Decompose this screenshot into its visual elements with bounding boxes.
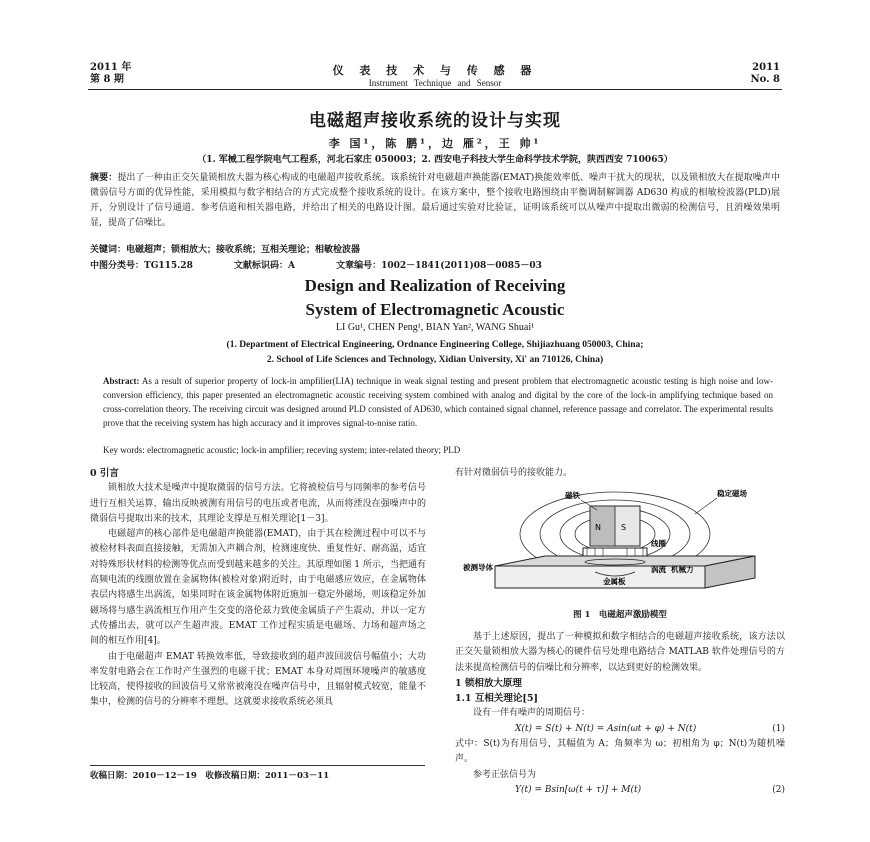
title-cn: 电磁超声接收系统的设计与实现 (309, 111, 561, 131)
right-column-top (455, 466, 785, 481)
document-code: 文献标识码：A (233, 261, 295, 271)
equation-1 (455, 722, 785, 737)
intro-paragraph-3: 由于电磁超声 EMAT 转换效率低，导致接收到的超声波回波信号幅值小；大功率发射电路会在工作时产生强烈的电磁干扰；EMAT 本身对周围环境噪声的敏感度比较高，使得接收的回波信号又常常被淹没在噪声信号中，且辐射模式较宽，能量不集中，检测的信号的分辨率不理想。这就要求接收系统必须具 (90, 651, 426, 708)
footnote-rule (90, 765, 425, 766)
equation-1-number: (1) (772, 723, 785, 734)
article-number: 文章编号：1002－1841(2011)08－0085－03 (336, 261, 542, 271)
affil-en-line1: (1. Department of Electrical Engineering, Ordnance Engineering College, Shijiazhuang 050003, China; (226, 340, 644, 350)
abstract-cn-label: 摘要： (90, 173, 118, 183)
header-issue-cn: 第 8 期 (90, 74, 124, 85)
right-paragraph-4: 参考正弦信号为 (473, 769, 537, 780)
left-column (90, 466, 426, 711)
label-field: 稳定磁场 (717, 489, 747, 498)
right-paragraph-1: 基于上述原因，提出了一种模拟和数字相结合的电磁超声接收系统，该方法以正交矢量锁相放大器为核心的硬件信号处理电路结合 MATLAB 软件处理信号的方法来提高检测信号的信噪比和分辨率，以达到更好的检测效果。 (455, 632, 785, 673)
right-column-body (455, 630, 785, 798)
magnet-pole-n (590, 506, 615, 546)
label-coil: 线圈 (651, 539, 666, 548)
section-1-heading: 1 锁相放大原理 (455, 677, 522, 689)
affiliations-cn: （1. 军械工程学院电气工程系，河北石家庄 050003；2. 西安电子科技大学生命科学技术学院，陕西西安 710065） (197, 155, 673, 165)
header-center (0, 62, 870, 88)
section-1-1-heading: 1.1 互相关理论[5] (455, 693, 538, 705)
label-force: 机械力 (671, 565, 694, 574)
abstract-en-text: As a result of superior property of lock-in ampfilier(LIA) technique in weak signal testing and present problem that electromagnetic acoustic testing is high noise and low-conversion efficiency, this paper presented an electromagnetic acoustic receiving system combined with analog and digital by the core of the lock-in amplifying technique based on cross-correlation theory. The receiving circuit was designed around PLD consisted of AD630, which contained signal channel, reference passage and correlator. The experimental results prove that the receiving system has high accuracy and it improves signal-to-noise ratio. (103, 376, 773, 428)
classification-line (90, 258, 780, 271)
header-right (750, 62, 780, 86)
clc-number: 中图分类号：TG115.28 (90, 261, 193, 271)
abstract-en-label: Abstract: (103, 376, 140, 386)
equation-2-number: (2) (772, 784, 785, 795)
right-paragraph-0: 有针对微弱信号的接收能力。 (455, 468, 573, 478)
header-issue-en: No. 8 (750, 74, 780, 85)
keywords-cn: 关键词：电磁超声；锁相放大；接收系统；互相关理论；相敏检波器 (90, 245, 361, 255)
affil-en-line2: 2. School of Life Sciences and Technology, Xidian University, Xi' an 710126, China) (266, 355, 604, 365)
received-dates: 收稿日期：2010－12－19 收修改稿日期：2011－03－11 (90, 771, 330, 781)
abstract-cn (90, 171, 780, 231)
label-plate: 金属板 (603, 577, 626, 586)
keywords-en: Key words: electromagnetic acoustic; lock-in ampfilier; receving system; inter-related theory; PLD (103, 445, 461, 455)
magnet-pole-n-text: N (595, 523, 601, 532)
equation-2-body: Y(t) = Bsin[ω(t + τ)] + M(t) (515, 784, 642, 795)
figure-1-emat-model (455, 484, 785, 602)
right-paragraph-2: 设有一伴有噪声的周期信号： (473, 708, 591, 719)
section-0-heading: 0 引言 (90, 468, 119, 479)
intro-paragraph-2: 电磁超声的核心部件是电磁超声换能器(EMAT)，由于其在检测过程中可以不与被检材料表面直接接触，无需加入声耦合剂，检测速度快、重复性好、耐高温，适宜对特殊形状材料的检测等优点而受到越来越多的关注。其原理如图 1 所示，当把通有高频电流的线圈放置在金属物体(被检对象)附近时，由于电磁感应效应，在金属物体表层内将感生出涡流，如果同时在该金属物体附近施加一稳定外磁场，则该稳定外加磁场将与感生涡流相互作用产生交变的洛伦兹力致使金属质子产生震动，并以一定方式传播出去，就可以产生超声波。EMAT 工作过程实质是电磁场、力场和超声场之间的相互作用[4]。 (90, 529, 426, 647)
title-en (0, 276, 870, 320)
intro-paragraph-1: 锁相放大技术是噪声中提取微弱的信号方法。它将被检信号与同频率的参考信号进行互相关运算，输出反映被测有用信号的电压或者电流，从而将湮没在强噪声中的微弱信号提取出来的技术，其理论支撑是互相关理论[1－3]。 (90, 483, 426, 524)
figure-1-caption: 图 1 电磁超声激励模型 (573, 610, 667, 620)
header-year: 2011 (752, 62, 780, 73)
affiliations-en (0, 338, 870, 368)
title-en-line2: System of Electromagnetic Acoustic (305, 300, 565, 319)
coil (583, 548, 647, 556)
header-rule (88, 89, 782, 90)
header-year-cn: 2011 年 (90, 62, 132, 73)
equation-2 (455, 783, 785, 798)
right-paragraph-3: 式中：S(t)为有用信号，其幅值为 A；角频率为 ω；初相角为 φ；N(t)为随机噪声。 (455, 739, 785, 765)
journal-name-en: Instrument Technique and Sensor (368, 78, 502, 88)
magnet-pole-s-text: S (621, 523, 627, 532)
authors-en: LI Gu¹, CHEN Peng¹, BIAN Yan², WANG Shuai¹ (335, 322, 535, 333)
abstract-cn-text: 提出了一种由正交矢量锁相放大器为核心构成的电磁超声接收系统。该系统针对电磁超声换能器(EMAT)换能效率低、噪声干扰大的现状，以及锁相放大在提取噪声中微弱信号方面的优异性能，采用模拟与数字相结合的方式完成整个接收系统的设计。在该方案中，整个接收电路围绕由平衡调制解调器 AD630 构成的相敏检波器(PLD)展开，分别设计了信号通道、参考信道和相关器电路，并给出了相关的电路设计图。最后通过实验对比验证，证明该系统可以从噪声中提取出微弱的检测信号，且消噪效果明显，提高了信噪比。 (90, 173, 780, 228)
authors-cn: 李 国¹，陈 鹏¹，边 雁²，王 帅¹ (328, 137, 542, 150)
label-conductor: 被测导体 (463, 563, 493, 572)
label-eddy: 涡流 (651, 565, 666, 574)
equation-1-body: X(t) = S(t) + N(t) = Asin(ωt + φ) + N(t) (515, 723, 697, 734)
abstract-en (103, 374, 773, 430)
journal-name-cn: 仪 表 技 术 与 传 感 器 (332, 64, 538, 77)
title-en-line1: Design and Realization of Receiving (304, 276, 566, 295)
label-magnet: 磁铁 (565, 491, 580, 500)
